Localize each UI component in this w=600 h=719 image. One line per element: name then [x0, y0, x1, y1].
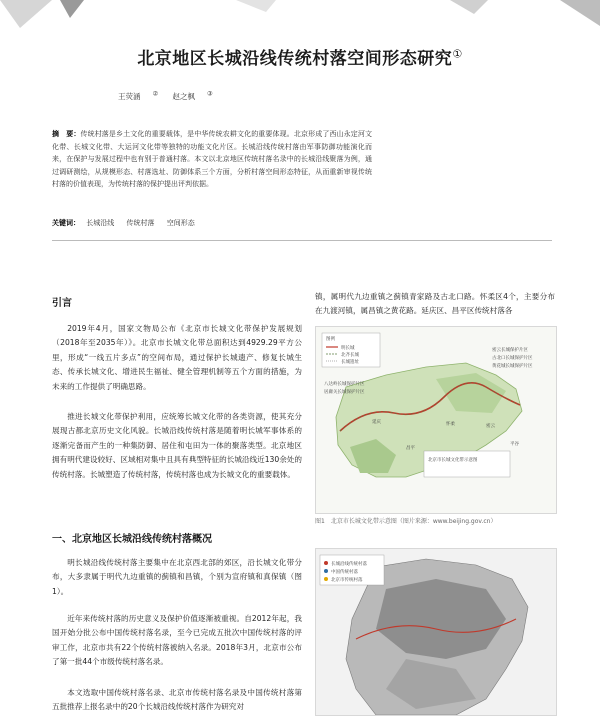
abstract-text: 传统村落是乡土文化的重要载体，是中华传统农耕文化的重要体现。北京形成了西山永定河文化带、长城文化带、大运河文化带等独特的功能文化片区。长城沿线传统村落由军事防御功能演化而来，在保护与发展过程中也有别于普通村落。本文以北京地区传统村落名录中的长城沿线聚落为例，通过调研测绘，从规模形态、村落选址、防御体系三个方面，分析村落空间形态特征，从而重新审视传统村落的价值表现，为传统村落的保护提出评判依据。 [52, 130, 373, 189]
deco-triangle [560, 0, 600, 26]
map-place-label: 延庆 [372, 420, 381, 425]
author: 赵之枫 ③ [172, 90, 213, 101]
map-zone-label: 密云长城保护片区 [492, 348, 528, 353]
map-legend-title: 图例 [326, 337, 335, 342]
map-place-label: 平谷 [510, 442, 519, 447]
map-zone-label: 八达岭长城保护片区 [324, 382, 365, 387]
map2-legend-item: 北京市传统村落 [331, 578, 363, 583]
section1-paragraph: 本文选取中国传统村落名录、北京市传统村落名录及中国传统村落第五批推荐上报名录中的20个长城沿线传统村落作为研究对 [52, 688, 302, 712]
abstract-label: 摘 要： [52, 130, 81, 138]
author: 王荧涵 ② [118, 90, 159, 101]
title-footnote-mark: ① [452, 47, 463, 61]
map-zone-label: 黄花城长城保护片区 [492, 364, 533, 369]
title-text: 北京地区长城沿线传统村落空间形态研究 [137, 49, 453, 69]
intro-paragraph: 推进长城文化带保护利用，应统筹长城文化带的各类资源，使其充分展现古都北京历史文化风貌。长城沿线传统村落是随着明长城军事体系的逐渐完备而产生的一种集防御、居住和屯田为一体的聚落类型。北京地区拥有明代建设较好、区域相对集中且具有典型特征的长城沿线近130余处的传统村落。长城塑造了传统村落，传统村落也成为长城文化的重要载体。 [52, 412, 302, 479]
deco-triangle [236, 0, 276, 12]
map-place-label: 密云 [486, 424, 495, 429]
divider [52, 240, 552, 241]
deco-triangle [450, 0, 488, 14]
section1-heading: 一、北京地区长城沿线传统村落概况 [52, 534, 212, 545]
map-zone-label: 古北口长城保护片区 [492, 356, 533, 361]
map-info-box [424, 451, 510, 477]
author-line [118, 90, 225, 102]
map-legend-item: 长城遗址 [341, 360, 359, 365]
great-wall-culture-map [316, 327, 556, 513]
map-place-label: 怀柔 [446, 422, 455, 427]
deco-triangle [0, 0, 52, 28]
map-zone-label: 居庸关长城保护片区 [324, 390, 365, 395]
section1-paragraph: 近年来传统村落的历史意义及保护价值逐渐被重视。自2012年起，我国开始分批公布中国传统村落名录，至今已完成五批次中国传统村落的评审工作，北京市共有22个传统村落被纳入名录。2018年3月，北京市公布了第一批44个市级传统村落名录。 [52, 614, 302, 667]
figure1-map [315, 326, 557, 514]
intro-heading: 引言 [52, 298, 72, 309]
paper-title [0, 44, 600, 69]
map2-legend-item: 中国传统村落 [331, 570, 358, 575]
keyword: 空间形态 [166, 219, 195, 227]
map-title-label: 北京市长城文化带示意图 [428, 458, 478, 463]
intro-paragraph: 2019年4月，国家文物局公布《北京市长城文化带保护发展规划（2018年至2035年）》。北京市长城文化带总面积达到4929.29平方公里，形成“一线五片多点”的空间布局，通过保护长城遗产、修复长城生态、传承长城文化、增进民生福祉、健全管理机制等五个方面的措施，为未来的工作提供了明确思路。 [52, 324, 302, 391]
map-legend-item: 北齐长城 [341, 353, 359, 358]
right-column-text: 镇，属明代九边重镇之蓟镇青家路及古北口路。怀柔区4个，主要分布在九渡河镇，属昌镇之黄花路。延庆区、昌平区传统村落各 [315, 292, 555, 316]
keywords [52, 218, 205, 228]
section1-paragraph: 明长城沿线传统村落主要集中在北京西北部的郊区，沿长城文化带分布，大多隶属于明代九边重镇的蓟镇和昌镇，个别为宣府镇和真保镇（图1）。 [52, 558, 302, 596]
keyword: 传统村落 [126, 219, 155, 227]
map2-legend-item: 长城沿线传统村落 [331, 562, 367, 567]
map-place-label: 昌平 [406, 446, 415, 451]
header-decoration [0, 0, 600, 30]
abstract [52, 128, 372, 191]
map-legend-item: 明长城 [341, 346, 355, 351]
village-distribution-map [316, 549, 556, 715]
deco-triangle [60, 0, 84, 18]
keywords-label: 关键词： [52, 219, 80, 227]
figure2-map [315, 548, 557, 716]
keyword: 长城沿线 [86, 219, 115, 227]
figure1-caption: 图1 北京市长城文化带示意图（图片来源：www.beijing.gov.cn） [315, 518, 497, 525]
